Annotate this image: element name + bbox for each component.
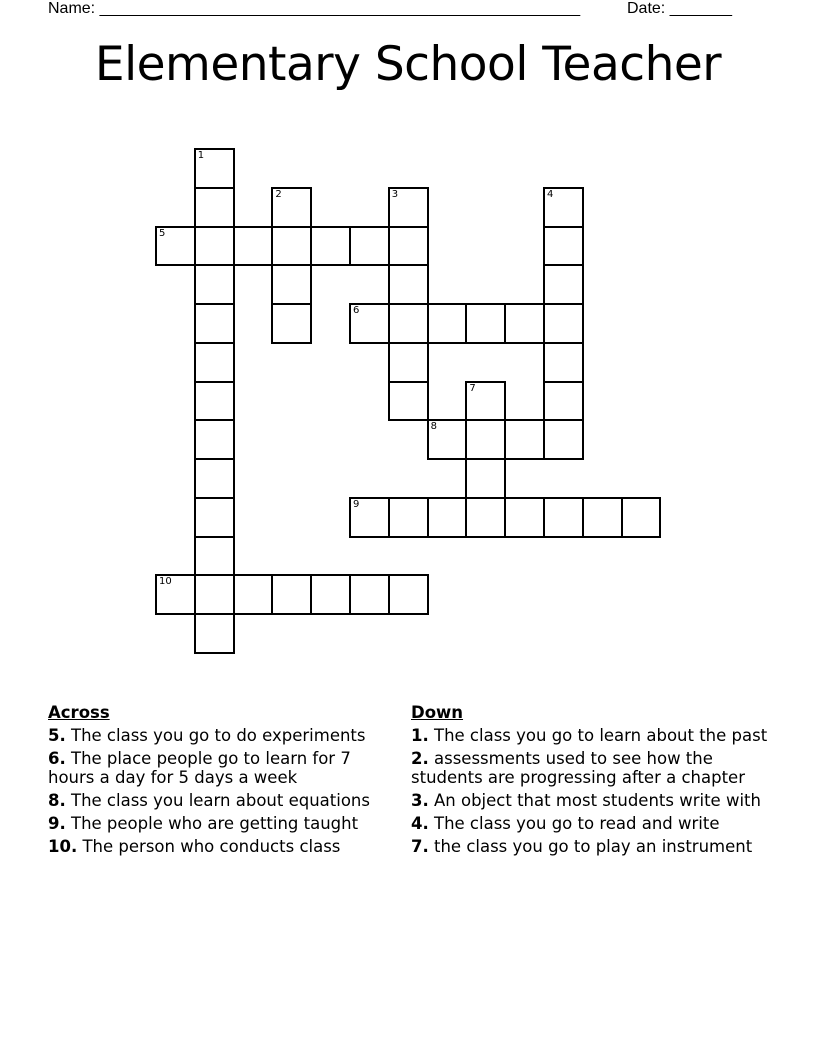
- clue-across-5: 5. The class you go to do experiments: [48, 726, 366, 745]
- crossword-cell[interactable]: [543, 303, 584, 344]
- clue-across-9: 9. The people who are getting taught: [48, 814, 359, 833]
- crossword-cell[interactable]: [465, 303, 506, 344]
- crossword-cell[interactable]: [543, 187, 584, 228]
- clue-down-3: 3. An object that most students write with: [411, 791, 761, 810]
- crossword-cell[interactable]: [543, 226, 584, 267]
- crossword-cell[interactable]: [543, 342, 584, 383]
- crossword-cell[interactable]: [271, 187, 312, 228]
- clue-across-10: 10. The person who conducts class: [48, 837, 341, 856]
- crossword-cell[interactable]: [194, 536, 235, 577]
- across-clues: [48, 703, 393, 860]
- clue-down-7: 7. the class you go to play an instrument: [411, 837, 753, 856]
- crossword-cell[interactable]: [504, 303, 545, 344]
- crossword-cell[interactable]: [271, 574, 312, 615]
- crossword-cell[interactable]: [194, 574, 235, 615]
- crossword-cell[interactable]: [349, 226, 390, 267]
- clue-down-1: 1. The class you go to learn about the past: [411, 726, 768, 745]
- crossword-cell[interactable]: [271, 303, 312, 344]
- crossword-cell[interactable]: [465, 381, 506, 422]
- clue-number: 4: [547, 188, 554, 200]
- crossword-cell[interactable]: [543, 381, 584, 422]
- crossword-cell[interactable]: [388, 303, 429, 344]
- crossword-cell[interactable]: [621, 497, 662, 538]
- crossword-cell[interactable]: [388, 381, 429, 422]
- crossword-cell[interactable]: [504, 497, 545, 538]
- crossword-cell[interactable]: [194, 497, 235, 538]
- crossword-cell[interactable]: [543, 497, 584, 538]
- crossword-cell[interactable]: [388, 187, 429, 228]
- clue-across-6: 6. The place people go to learn for 7 hours a day for 5 days a week: [48, 749, 351, 787]
- crossword-cell[interactable]: [543, 264, 584, 305]
- crossword-cell[interactable]: [271, 264, 312, 305]
- crossword-cell[interactable]: [194, 458, 235, 499]
- crossword-cell[interactable]: [465, 497, 506, 538]
- crossword-cell[interactable]: [427, 419, 468, 460]
- clue-number: 7: [469, 382, 476, 394]
- crossword-cell[interactable]: [194, 613, 235, 654]
- crossword-cell[interactable]: [310, 574, 351, 615]
- name-field-label[interactable]: Name: ______________________________________________________: [48, 0, 581, 17]
- crossword-cell[interactable]: [194, 226, 235, 267]
- clue-number: 2: [275, 188, 282, 200]
- crossword-cell[interactable]: [233, 226, 274, 267]
- crossword-cell[interactable]: [543, 419, 584, 460]
- crossword-cell[interactable]: [194, 264, 235, 305]
- crossword-cell[interactable]: [155, 574, 196, 615]
- across-heading: Across: [48, 703, 110, 722]
- crossword-cell[interactable]: [310, 226, 351, 267]
- crossword-cell[interactable]: [349, 303, 390, 344]
- crossword-cell[interactable]: [388, 574, 429, 615]
- clue-number: 8: [430, 421, 437, 433]
- crossword-cell[interactable]: [427, 497, 468, 538]
- crossword-cell[interactable]: [427, 303, 468, 344]
- crossword-cell[interactable]: [388, 342, 429, 383]
- crossword-cell[interactable]: [388, 264, 429, 305]
- down-heading: Down: [411, 703, 464, 722]
- clue-across-8: 8. The class you learn about equations: [48, 791, 370, 810]
- crossword-cell[interactable]: [582, 497, 623, 538]
- clue-number: 5: [159, 227, 166, 239]
- crossword-cell[interactable]: [388, 497, 429, 538]
- crossword-cell[interactable]: [194, 419, 235, 460]
- crossword-cell[interactable]: [465, 419, 506, 460]
- down-clues: [411, 703, 781, 860]
- crossword-cell[interactable]: [388, 226, 429, 267]
- crossword-cell[interactable]: [271, 226, 312, 267]
- crossword-cell[interactable]: [194, 342, 235, 383]
- crossword-cell[interactable]: [349, 574, 390, 615]
- crossword-cell[interactable]: [194, 381, 235, 422]
- crossword-cell[interactable]: [194, 303, 235, 344]
- clue-number: 3: [391, 188, 399, 200]
- clue-number: 6: [353, 305, 360, 316]
- clue-number: 10: [159, 576, 172, 588]
- crossword-cell[interactable]: [504, 419, 545, 460]
- clue-number: 1: [197, 150, 205, 161]
- crossword-cell[interactable]: [349, 497, 390, 538]
- crossword-cell[interactable]: [194, 187, 235, 228]
- crossword-cell[interactable]: [194, 148, 235, 189]
- crossword-cell[interactable]: [155, 226, 196, 267]
- page-title: Elementary School Teacher: [94, 37, 722, 92]
- date-field-label[interactable]: Date: _______: [627, 0, 732, 17]
- crossword-cell[interactable]: [233, 574, 274, 615]
- clue-down-4: 4. The class you go to read and write: [411, 814, 720, 833]
- crossword-cell[interactable]: [465, 458, 506, 499]
- clue-down-2: 2. assessments used to see how the students are progressing after a chapter: [411, 749, 745, 787]
- clue-number: 9: [353, 498, 360, 510]
